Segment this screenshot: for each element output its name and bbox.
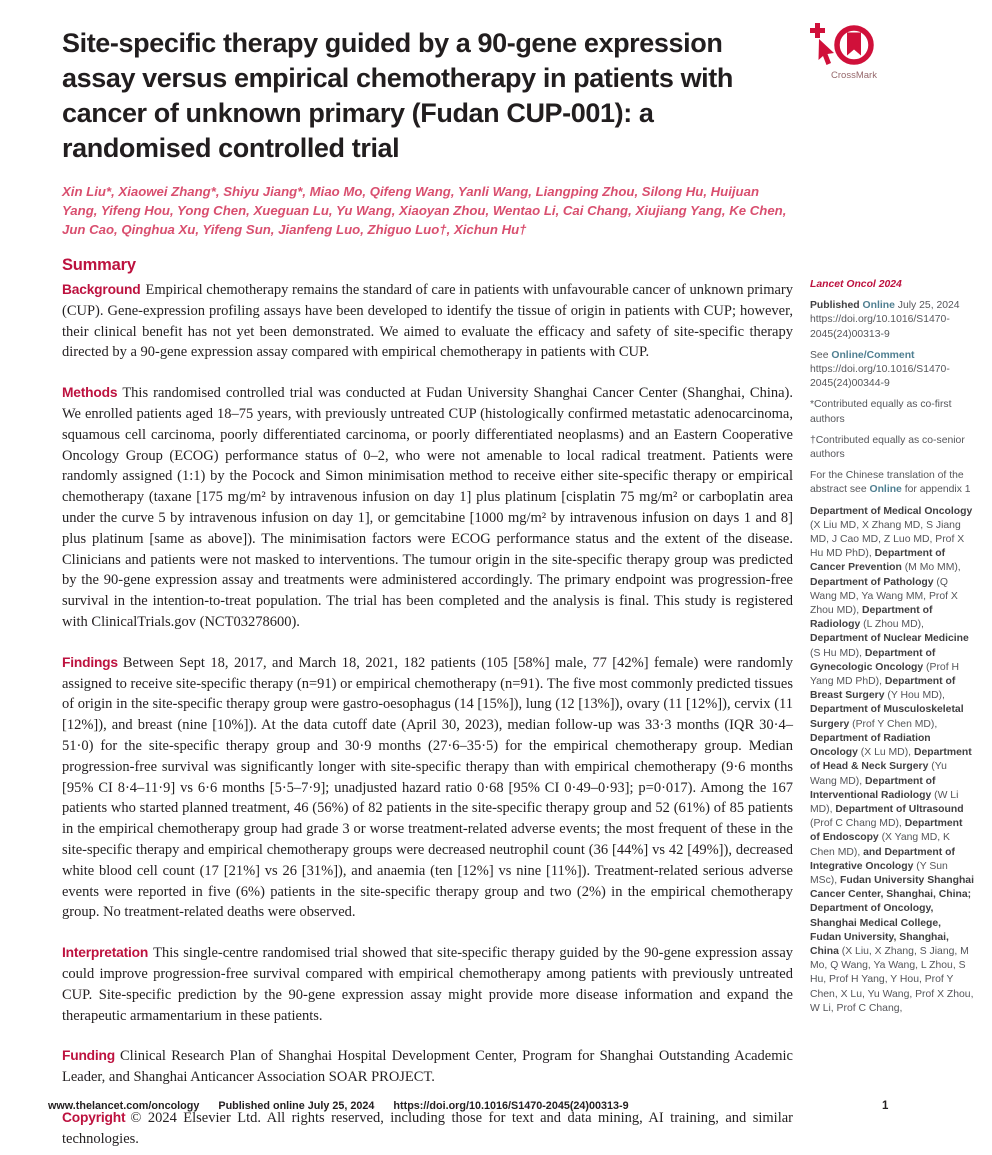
- section-text-methods: This randomised controlled trial was conducted at Fudan University Shanghai Cancer Center (Shanghai, China). We enrolled patients aged 18–75 years, with previously untreated CUP (histologically confirmed metastatic adenocarcinoma, squamous cell carcinoma, poorly differentiated carcinoma, or poorly differentiated neoplasms) and an Eastern Cooperative Oncology Group (ECOG) performance status of 0–2, who were not amenable to local radical treatment. Patients were randomly assigned (1:1) by the Pocock and Simon minimisation method to receive either site-specific therapy or empirical chemotherapy (taxane [175 mg/m² by intravenous infusion on day 1] plus platinum [cisplatin 75 mg/m² or carboplatin area under the curve 5 by intravenous infusion on day 1], or gemcitabine [1000 mg/m² by intravenous infusion on days 1 and 8] plus platinum [same as above]). The minimisation factors were ECOG performance status and the extent of the disease. Clinicians and patients were not masked to interventions. The tumour origin in the site-specific therapy group was predicted by the 90-gene expression assay and treatments were administered accordingly. The primary endpoint was progression-free survival in the intention-to-treat population. The trial has been completed and the analysis is final. This study is registered with ClinicalTrials.gov (NCT03278600).: [62, 385, 793, 630]
- page-footer: [48, 1100, 944, 1112]
- section-label-funding: Funding: [62, 1048, 115, 1064]
- summary-heading: Summary: [62, 256, 136, 274]
- page-number: 1: [882, 1100, 889, 1112]
- section-label-copyright: Copyright: [62, 1109, 126, 1125]
- summary-paragraph-funding: [62, 1046, 793, 1088]
- chinese-translation-note[interactable]: For the Chinese translation of the abstract see Online for appendix 1: [810, 470, 971, 496]
- co-senior-note: †Contributed equally as co-senior authors: [810, 434, 965, 461]
- summary-paragraph-interpretation: [62, 943, 793, 1026]
- section-text-funding: Clinical Research Plan of Shanghai Hospital Development Center, Program for Shanghai Outstanding Academic Leader, and Shanghai Anticancer Association SOAR PROJECT.: [62, 1048, 793, 1086]
- section-label-interpretation: Interpretation: [62, 945, 149, 961]
- published-online-note[interactable]: Published Online July 25, 2024 https://doi.org/10.1016/S1470-2045(24)00313-9: [810, 300, 960, 340]
- footer-published-date: Published online July 25, 2024: [218, 1100, 375, 1112]
- author-list: Xin Liu*, Xiaowei Zhang*, Shiyu Jiang*, Miao Mo, Qifeng Wang, Yanli Wang, Liangping Zhou, Silong Hu, Huijuan Yang, Yifeng Hou, Yong Chen, Xueguan Lu, Yu Wang, Xiaoyan Zhou, Wentao Li, Cai Chang, Xiujiang Yang, Ke Chen, Jun Cao, Qinghua Xu, Yifeng Sun, Jianfeng Luo, Zhiguo Luo†, Xichun Hu†: [62, 184, 787, 237]
- page-title: Site-specific therapy guided by a 90-gene expression assay versus empirical chemotherapy in patients with cancer of unknown primary (Fudan CUP-001): a randomised controlled trial: [62, 28, 733, 163]
- section-text-interpretation: This single-centre randomised trial showed that site-specific therapy guided by the 90-gene expression assay could improve progression-free survival compared with empirical chemotherapy among patients with previously untreated CUP. Site-specific prediction by the 90-gene expression assay might provide more disease information and expand the therapeutic armamentarium in these patients.: [62, 945, 793, 1024]
- section-text-findings: Between Sept 18, 2017, and March 18, 2021, 182 patients (105 [58%] male, 77 [42%] female) were randomly assigned to receive site-specific therapy (n=91) or empirical chemotherapy (n=91). The five most commonly predicted tissues of origin in the site-specific therapy group were gastro-oesophagus (14 [15%]), lung (12 [13%]), ovary (11 [12%]), cervix (11 [12%]), and breast (nine [10%]). At the data cutoff date (April 30, 2023), median follow-up was 33·3 months (IQR 30·4–51·0) for the site-specific therapy group and 30·9 months (27·6–35·5) for the empirical chemotherapy group. Median progression-free survival was significantly longer with site-specific therapy than with empirical chemotherapy (9·6 months [95% CI 8·4–11·9] vs 6·6 months [5·5–7·9]; unadjusted hazard ratio 0·68 [95% CI 0·49–0·93]; p=0·017). Among the 167 patients who started planned treatment, 46 (56%) of 82 patients in the site-specific therapy group and 52 (61%) of 85 patients in the empirical chemotherapy group had grade 3 or worse treatment-related adverse events; the most frequent of these in the site-specific therapy and empirical chemotherapy groups were decreased neutrophil count (36 [44%] vs 42 [49%]), decreased white blood cell count (17 [21%] vs 26 [31%]), and anaemia (ten [12%] vs nine [11%]). Treatment-related serious adverse events were reported in five (6%) patients in the site-specific therapy group and two (2%) in the empirical chemotherapy group. No treatment-related deaths were observed.: [62, 654, 793, 921]
- affiliations-block: Department of Medical Oncology (X Liu MD, X Zhang MD, S Jiang MD, J Cao MD, Z Luo MD, Prof X Hu MD PhD), Department of Cancer Prevention (M Mo MM), Department of Pathology (Q Wang MD, Ya Wang MM, Prof X Zhou MD), Department of Radiology (L Zhou MD), Department of Nuclear Medicine (S Hu MD), Department of Gynecologic Oncology (Prof H Yang MD PhD), Department of Breast Surgery (Y Hou MD), Department of Musculoskeletal Surgery (Prof Y Chen MD), Department of Radiation Oncology (X Lu MD), Department of Head & Neck Surgery (Yu Wang MD), Department of Interventional Radiology (W Li MD), Department of Ultrasound (Prof C Chang MD), Department of Endoscopy (X Yang MD, K Chen MD), and Department of Integrative Oncology (Y Sun MSc), Fudan University Shanghai Cancer Center, Shanghai, China; Department of Oncology, Shanghai Medical College, Fudan University, Shanghai, China (X Liu, X Zhang, S Jiang, M Mo, Q Wang, Ya Wang, L Zhou, S Hu, Prof H Yang, Y Hou, Prof Y Chen, X Lu, Yu Wang, Prof X Zhou, W Li, Prof C Chang,: [810, 505, 974, 1014]
- summary-paragraph-methods: [62, 383, 793, 633]
- section-text-copyright: © 2024 Elsevier Ltd. All rights reserved, including those for text and data mining, AI training, and similar technologies.: [62, 1109, 793, 1147]
- sidebar: [810, 278, 974, 1023]
- section-label-findings: Findings: [62, 654, 118, 670]
- section-label-background: Background: [62, 282, 141, 297]
- masthead: [62, 26, 802, 239]
- footer-doi-link[interactable]: https://doi.org/10.1016/S1470-2045(24)00313-9: [393, 1100, 629, 1112]
- co-first-note: *Contributed equally as co-first authors: [810, 399, 952, 425]
- summary-paragraph-findings: [62, 653, 793, 923]
- footer-journal-url[interactable]: www.thelancet.com/oncology: [48, 1100, 200, 1112]
- section-text-background: Empirical chemotherapy remains the standard of care in patients with unfavourable cancer of unknown primary (CUP). Gene-expression profiling assays have been developed to identify the tissue of origin in patients with CUP; however, their clinical benefit has not yet been demonstrated. We aimed to evaluate the efficacy and safety of site-specific therapy directed by a 90-gene expression assay compared with empirical chemotherapy in patients with CUP.: [62, 282, 793, 361]
- crossmark-label: CrossMark: [831, 70, 877, 81]
- summary-paragraph-background: [62, 280, 793, 363]
- crossmark-logo[interactable]: [806, 22, 882, 88]
- summary-paragraph-copyright: [62, 1108, 793, 1150]
- crossmark-icon: [806, 22, 882, 88]
- journal-citation: Lancet Oncol 2024: [810, 279, 902, 290]
- see-comment-note[interactable]: See Online/Comment https://doi.org/10.1016/S1470-2045(24)00344-9: [810, 349, 950, 390]
- summary-section: [62, 256, 793, 1155]
- section-label-methods: Methods: [62, 385, 118, 401]
